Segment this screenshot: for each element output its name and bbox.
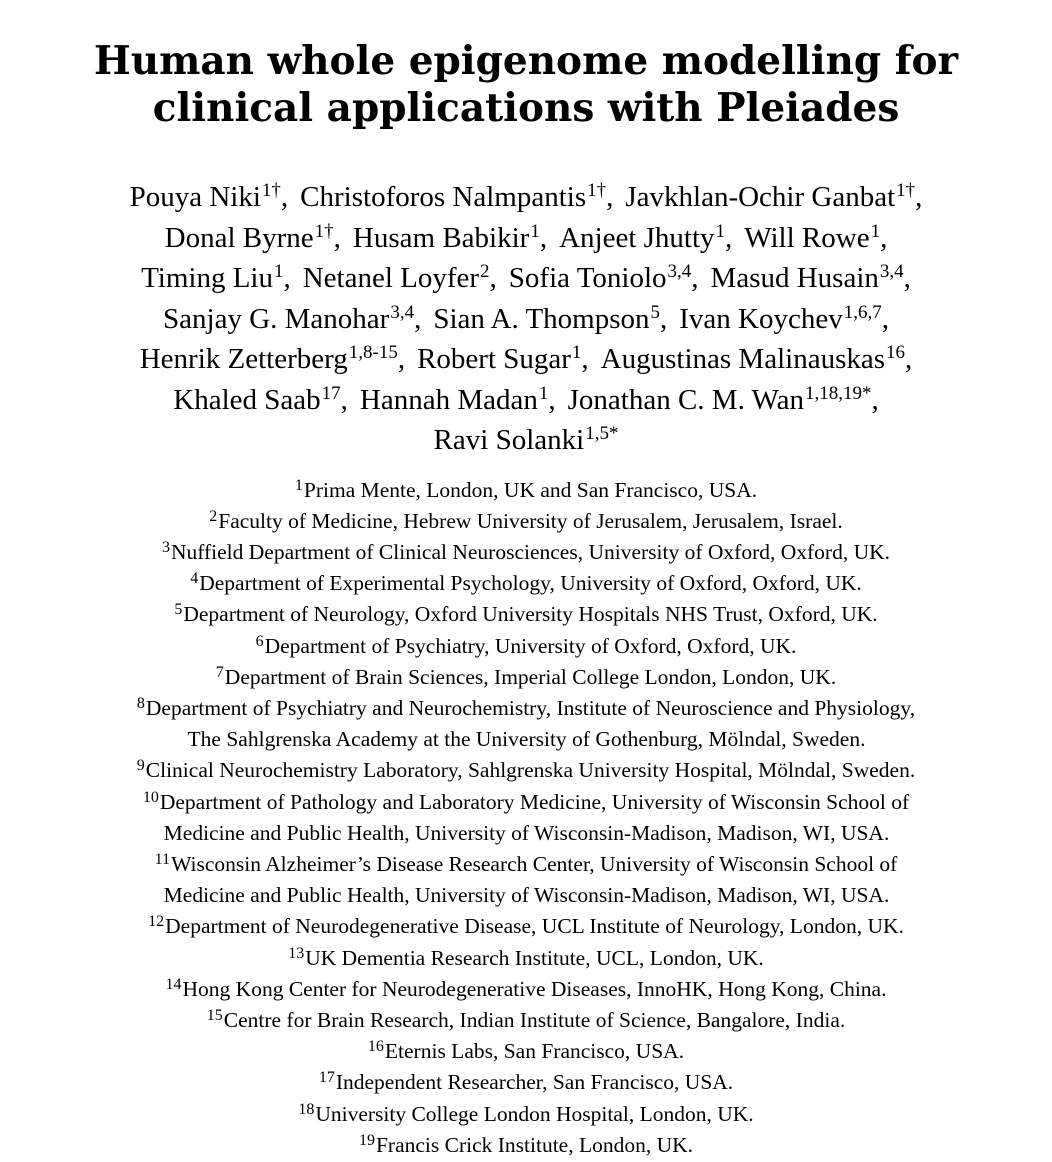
affiliation-list xyxy=(0,476,1052,1162)
author xyxy=(568,384,879,416)
paper-title-line: Human whole epigenome modelling for xyxy=(93,38,959,84)
affiliation xyxy=(0,912,1052,943)
author-affiliation-marker: 1 xyxy=(571,342,582,363)
affiliation-text: Department of Neurology, Oxford University Hospitals NHS Trust, Oxford, UK. xyxy=(183,602,878,627)
affiliation-number: 19 xyxy=(358,1131,375,1149)
author-name: Sanjay G. Manohar xyxy=(163,302,390,335)
affiliation-text: Department of Pathology and Laboratory Medicine, University of Wisconsin School of xyxy=(159,789,910,814)
affiliation xyxy=(0,694,1052,725)
affiliation-number: 13 xyxy=(288,944,305,962)
author-name: Husam Babikir xyxy=(352,221,530,254)
affiliation xyxy=(0,663,1052,694)
author-line xyxy=(0,301,1052,342)
affiliation xyxy=(0,1006,1052,1037)
affiliation-number: 1 xyxy=(294,476,303,494)
author xyxy=(140,343,405,375)
author-separator: , xyxy=(881,302,889,335)
author-affiliation-marker: 5 xyxy=(650,301,661,323)
author xyxy=(509,262,699,294)
author xyxy=(601,343,913,375)
author xyxy=(360,384,556,416)
paper-title xyxy=(0,0,1052,132)
author-separator: , xyxy=(725,221,733,254)
author-separator: , xyxy=(397,343,406,375)
author-affiliation-marker: 1 xyxy=(870,220,881,242)
author-affiliation-marker: 1,6,7 xyxy=(843,301,882,323)
affiliation-text: Department of Neurodegenerative Disease, UCL Institute of Neurology, London, UK. xyxy=(165,914,904,939)
affiliation-number: 4 xyxy=(190,570,199,588)
author-separator: , xyxy=(414,302,422,335)
author-name: Timing Liu xyxy=(141,262,273,294)
author-separator: , xyxy=(581,343,589,375)
affiliation-text: Clinical Neurochemistry Laboratory, Sahlgrenska University Hospital, Mölndal, Sweden. xyxy=(145,758,916,783)
affiliation-text: Hong Kong Center for Neurodegenerative Diseases, InnoHK, Hong Kong, China. xyxy=(182,976,887,1001)
affiliation-text: Department of Experimental Psychology, University of Oxford, Oxford, UK. xyxy=(199,571,862,596)
author-list xyxy=(0,179,1052,463)
author-name: Sofia Toniolo xyxy=(508,262,667,294)
author-separator: , xyxy=(283,262,291,294)
affiliation xyxy=(0,881,1052,912)
author xyxy=(141,262,291,294)
author xyxy=(300,181,613,213)
affiliation xyxy=(0,850,1052,881)
author-separator: , xyxy=(691,262,699,294)
author-line xyxy=(0,260,1052,301)
author-separator: , xyxy=(489,262,497,294)
author-affiliation-marker: 3,4 xyxy=(879,261,904,282)
author-name: Robert Sugar xyxy=(417,343,571,375)
author-name: Donal Byrne xyxy=(164,221,314,254)
affiliation-text: Eternis Labs, San Francisco, USA. xyxy=(384,1039,685,1064)
author-line xyxy=(0,220,1052,261)
affiliation-text: Department of Psychiatry, University of Oxford, Oxford, UK. xyxy=(264,633,797,658)
affiliation-number: 11 xyxy=(154,850,171,868)
author-affiliation-marker: 1 xyxy=(273,261,284,282)
author-line xyxy=(0,382,1052,423)
author-name: Javkhlan-Ochir Ganbat xyxy=(625,181,896,213)
affiliation-text: UK Dementia Research Institute, UCL, London, UK. xyxy=(305,945,764,970)
affiliation xyxy=(0,507,1052,538)
affiliation-number: 8 xyxy=(136,694,145,712)
affiliation-text: Department of Psychiatry and Neurochemistry, Institute of Neuroscience and Physiology, xyxy=(145,695,916,720)
author-separator: , xyxy=(539,221,548,254)
author-separator: , xyxy=(880,221,888,254)
author-line xyxy=(0,422,1052,463)
author-name: Jonathan C. M. Wan xyxy=(567,383,804,416)
affiliation xyxy=(0,756,1052,787)
affiliation xyxy=(0,600,1052,631)
affiliation xyxy=(0,1131,1052,1162)
author xyxy=(130,181,289,213)
affiliation xyxy=(0,975,1052,1006)
author-separator: , xyxy=(903,262,911,294)
affiliation xyxy=(0,632,1052,663)
affiliation xyxy=(0,1100,1052,1131)
author-separator: , xyxy=(606,181,614,213)
affiliation-text: Independent Researcher, San Francisco, USA. xyxy=(335,1070,734,1095)
author-affiliation-marker: 1† xyxy=(314,220,334,242)
author xyxy=(559,222,732,254)
affiliation-text: Francis Crick Institute, London, UK. xyxy=(375,1132,694,1157)
author xyxy=(625,181,922,213)
author-affiliation-marker: 3,4 xyxy=(390,301,415,323)
author-affiliation-marker: 1† xyxy=(587,180,607,201)
author-separator: , xyxy=(871,383,879,416)
affiliation-text: Faculty of Medicine, Hebrew University of Jerusalem, Jerusalem, Israel. xyxy=(218,508,843,533)
affiliation-number: 15 xyxy=(206,1006,223,1024)
author xyxy=(163,303,421,335)
author xyxy=(744,222,887,254)
affiliation-text: University College London Hospital, London, UK. xyxy=(315,1101,754,1126)
author-name: Augustinas Malinauskas xyxy=(600,343,886,375)
author-affiliation-marker: 1,8-15 xyxy=(348,342,398,363)
author-name: Netanel Loyfer xyxy=(302,262,480,294)
author-affiliation-marker: 3,4 xyxy=(667,261,692,282)
author xyxy=(353,222,547,254)
affiliation-text: Wisconsin Alzheimer’s Disease Research Center, University of Wisconsin School of xyxy=(171,851,898,876)
affiliation-number: 18 xyxy=(298,1100,315,1118)
affiliation-number: 10 xyxy=(142,788,159,806)
affiliation-text: Nuffield Department of Clinical Neurosciences, University of Oxford, Oxford, UK. xyxy=(170,539,891,564)
affiliation xyxy=(0,819,1052,850)
paper-title-line: clinical applications with Pleiades xyxy=(152,85,900,131)
affiliation-number: 2 xyxy=(209,507,218,525)
affiliation-number: 17 xyxy=(318,1069,335,1087)
affiliation-text: Centre for Brain Research, Indian Institute of Science, Bangalore, India. xyxy=(223,1007,846,1032)
affiliation-text: The Sahlgrenska Academy at the University of Gothenburg, Mölndal, Sweden. xyxy=(187,727,866,752)
affiliation xyxy=(0,944,1052,975)
author-affiliation-marker: 1,5* xyxy=(585,423,619,444)
affiliation-text: Prima Mente, London, UK and San Francisco, USA. xyxy=(303,477,758,502)
affiliation xyxy=(0,569,1052,600)
author-name: Henrik Zetterberg xyxy=(139,343,348,375)
author xyxy=(434,424,619,456)
author xyxy=(679,303,889,335)
author-name: Ravi Solanki xyxy=(433,424,585,456)
author-name: Anjeet Jhutty xyxy=(559,221,715,254)
author-name: Will Rowe xyxy=(744,221,870,254)
author-separator: , xyxy=(340,383,348,416)
author-separator: , xyxy=(280,181,289,213)
author-affiliation-marker: 1† xyxy=(261,180,281,201)
author-affiliation-marker: 1 xyxy=(715,220,726,242)
author-separator: , xyxy=(333,221,341,254)
affiliation xyxy=(0,476,1052,507)
author xyxy=(173,384,348,416)
author-separator: , xyxy=(915,181,923,213)
affiliation xyxy=(0,788,1052,819)
affiliation-number: 12 xyxy=(148,913,165,931)
author xyxy=(165,222,341,254)
author-affiliation-marker: 1 xyxy=(530,220,540,242)
author-line xyxy=(0,341,1052,382)
author-name: Khaled Saab xyxy=(173,383,321,416)
author-affiliation-marker: 1† xyxy=(896,180,916,201)
affiliation-text: Medicine and Public Health, University of Wisconsin-Madison, Madison, WI, USA. xyxy=(163,883,890,908)
author-line xyxy=(0,179,1052,220)
author-affiliation-marker: 1,18,19* xyxy=(804,382,872,404)
affiliation xyxy=(0,538,1052,569)
author-name: Sian A. Thompson xyxy=(433,302,650,335)
affiliation-text: Department of Brain Sciences, Imperial College London, London, UK. xyxy=(224,664,837,689)
author-separator: , xyxy=(548,383,556,416)
author xyxy=(303,262,497,294)
affiliation-number: 6 xyxy=(255,632,264,650)
author xyxy=(417,343,589,375)
author-name: Masud Husain xyxy=(710,262,879,294)
affiliation xyxy=(0,1037,1052,1068)
author xyxy=(711,262,911,294)
author-separator: , xyxy=(660,302,668,335)
author-affiliation-marker: 1 xyxy=(538,382,549,404)
author-separator: , xyxy=(905,343,913,375)
author-name: Ivan Koychev xyxy=(679,302,843,335)
author-affiliation-marker: 16 xyxy=(886,342,906,363)
affiliation xyxy=(0,1068,1052,1099)
author-affiliation-marker: 17 xyxy=(321,382,341,404)
affiliation-number: 9 xyxy=(136,757,145,775)
affiliation-number: 5 xyxy=(174,601,183,619)
affiliation-number: 7 xyxy=(215,663,224,681)
author-name: Hannah Madan xyxy=(359,383,538,416)
affiliation-number: 14 xyxy=(165,975,182,993)
author xyxy=(433,303,667,335)
author-name: Pouya Niki xyxy=(129,181,261,213)
affiliation-number: 3 xyxy=(161,538,170,556)
affiliation-number: 16 xyxy=(367,1038,384,1056)
affiliation xyxy=(0,725,1052,756)
author-affiliation-marker: 2 xyxy=(480,261,490,282)
author-name: Christoforos Nalmpantis xyxy=(300,181,587,213)
affiliation-text: Medicine and Public Health, University of Wisconsin-Madison, Madison, WI, USA. xyxy=(163,820,890,845)
